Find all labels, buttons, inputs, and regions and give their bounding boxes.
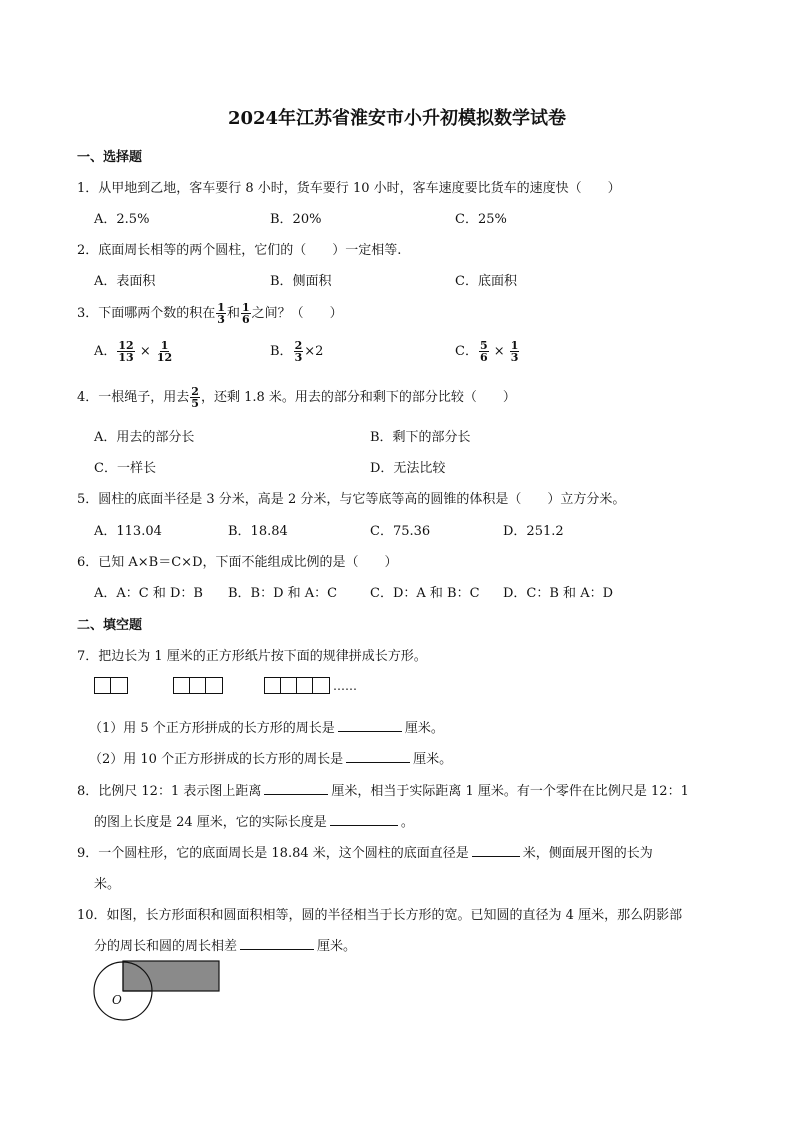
fraction-denominator: 3 bbox=[217, 313, 225, 326]
question-3-mid: 和 bbox=[226, 306, 240, 321]
fraction-one-third bbox=[216, 302, 226, 325]
center-label-o: O bbox=[112, 993, 122, 1007]
question-5-option-d[interactable]: D．251.2 bbox=[503, 524, 564, 539]
fraction-denominator: 3 bbox=[294, 351, 303, 364]
section-choice-heading: 一、选择题 bbox=[77, 150, 143, 165]
question-text: 米，侧面展开图的长为 bbox=[522, 846, 653, 861]
question-5-text: 5．圆柱的底面半径是 3 分米，高是 2 分米，与它等底等高的圆锥的体积是（ ）立方分米。 bbox=[77, 492, 626, 507]
fraction bbox=[156, 340, 173, 363]
answer-blank[interactable] bbox=[264, 793, 328, 795]
square-strip-4 bbox=[264, 677, 330, 697]
fraction-denominator: 6 bbox=[241, 313, 250, 326]
question-6-option-b[interactable]: B．B：D 和 A：C bbox=[228, 586, 338, 601]
question-3-text bbox=[77, 302, 343, 325]
answer-blank[interactable] bbox=[338, 730, 402, 732]
question-3-option-b[interactable] bbox=[270, 340, 323, 363]
question-text: 厘米。 bbox=[317, 939, 357, 954]
question-4-prefix: 4．一根绳子，用去 bbox=[77, 390, 190, 405]
question-3-option-c[interactable] bbox=[455, 340, 520, 363]
sub-question-text: （1）用 5 个正方形拼成的长方形的周长是 bbox=[89, 721, 335, 736]
question-text: 厘米，相当于实际距离 1 厘米。有一个零件在比例尺是 12：1 bbox=[331, 784, 689, 799]
question-7-sub-1 bbox=[89, 717, 444, 736]
question-9-line-1 bbox=[77, 842, 653, 861]
ellipsis-text: …… bbox=[333, 679, 357, 693]
fraction-numerator: 1 bbox=[160, 339, 169, 352]
question-text: 的图上长度是 24 厘米，它的实际长度是 bbox=[94, 815, 327, 830]
fraction-numerator: 1 bbox=[241, 301, 250, 314]
question-2-option-b[interactable]: B．侧面积 bbox=[270, 274, 332, 289]
answer-blank[interactable] bbox=[240, 948, 314, 950]
question-8-line-2 bbox=[94, 811, 414, 830]
fraction-numerator: 12 bbox=[118, 339, 134, 352]
fraction bbox=[294, 340, 304, 363]
fraction bbox=[510, 340, 520, 363]
question-10-line-2 bbox=[94, 935, 356, 954]
fraction-numerator: 1 bbox=[510, 339, 519, 352]
question-7-text: 7．把边长为 1 厘米的正方形纸片按下面的规律拼成长方形。 bbox=[77, 649, 427, 664]
question-4-option-c[interactable]: C．一样长 bbox=[94, 461, 156, 476]
multiply-expression: ×2 bbox=[304, 344, 324, 359]
question-text: 9．一个圆柱形，它的底面周长是 18.84 米，这个圆柱的底面直径是 bbox=[77, 846, 469, 861]
question-text: 。 bbox=[400, 815, 414, 830]
question-text: 分的周长和圆的周长相差 bbox=[94, 939, 238, 954]
multiply-sign: × bbox=[139, 344, 151, 359]
question-2-text: 2．底面周长相等的两个圆柱，它们的（ ）一定相等. bbox=[77, 243, 402, 258]
unit-text: 厘米。 bbox=[404, 721, 444, 736]
sub-question-text: （2）用 10 个正方形拼成的长方形的周长是 bbox=[89, 752, 344, 767]
question-6-option-c[interactable]: C．D：A 和 B：C bbox=[370, 586, 480, 601]
page-title: 2024年江苏省淮安市小升初模拟数学试卷 bbox=[227, 108, 567, 129]
square-strip-2 bbox=[94, 677, 128, 697]
question-5-option-c[interactable]: C．75.36 bbox=[370, 524, 431, 539]
question-6-option-a[interactable]: A．A：C 和 D：B bbox=[94, 586, 203, 601]
option-label: B． bbox=[270, 344, 293, 359]
question-8-line-1 bbox=[77, 780, 689, 799]
option-label: C． bbox=[455, 344, 478, 359]
fraction-numerator: 2 bbox=[191, 385, 199, 398]
fraction-two-fifths bbox=[190, 386, 200, 409]
question-10-line-1: 10．如图，长方形面积和圆面积相等，圆的半径相当于长方形的宽。已知圆的直径为 4 厘米，那么阴影部 bbox=[77, 908, 683, 923]
unit-text: 厘米。 bbox=[413, 752, 453, 767]
question-6-option-d[interactable]: D．C：B 和 A：D bbox=[503, 586, 613, 601]
answer-blank[interactable] bbox=[346, 761, 410, 763]
fraction-numerator: 2 bbox=[294, 339, 303, 352]
fraction-denominator: 6 bbox=[479, 351, 488, 364]
circle-rectangle-figure bbox=[90, 957, 230, 1021]
fraction-denominator: 12 bbox=[156, 351, 173, 364]
question-6-text: 6．已知 A×B＝C×D，下面不能组成比例的是（ ） bbox=[77, 555, 398, 570]
question-4-text bbox=[77, 386, 516, 409]
fraction-numerator: 1 bbox=[217, 301, 225, 314]
fraction bbox=[479, 340, 489, 363]
question-4-option-d[interactable]: D．无法比较 bbox=[370, 461, 446, 476]
question-5-option-b[interactable]: B．18.84 bbox=[228, 524, 288, 539]
question-2-option-a[interactable]: A．表面积 bbox=[94, 274, 156, 289]
question-2-option-c[interactable]: C．底面积 bbox=[455, 274, 517, 289]
fraction-one-sixth bbox=[241, 302, 251, 325]
question-9-line-2: 米。 bbox=[94, 877, 121, 892]
question-1-option-b[interactable]: B．20% bbox=[270, 212, 322, 227]
question-3-prefix: 3．下面哪两个数的积在 bbox=[77, 306, 216, 321]
square-strip-3 bbox=[173, 677, 223, 697]
question-4-option-a[interactable]: A．用去的部分长 bbox=[94, 430, 195, 445]
question-1-option-a[interactable]: A．2.5% bbox=[94, 212, 150, 227]
question-4-suffix: ，还剩 1.8 米。用去的部分和剩下的部分比较（ ） bbox=[200, 390, 516, 405]
question-3-option-a[interactable] bbox=[94, 340, 174, 363]
fraction-numerator: 5 bbox=[479, 339, 488, 352]
section-fill-heading: 二、填空题 bbox=[77, 618, 143, 633]
question-5-option-a[interactable]: A．113.04 bbox=[94, 524, 162, 539]
question-1-text: 1．从甲地到乙地，客车要行 8 小时，货车要行 10 小时，客车速度要比货车的速度快（ ） bbox=[77, 181, 621, 196]
answer-blank[interactable] bbox=[330, 824, 398, 826]
fraction-denominator: 13 bbox=[118, 351, 134, 364]
question-text: 8．比例尺 12：1 表示图上距离 bbox=[77, 784, 262, 799]
option-label: A． bbox=[94, 344, 117, 359]
fraction bbox=[117, 340, 134, 363]
fraction-denominator: 5 bbox=[191, 397, 199, 410]
question-1-option-c[interactable]: C．25% bbox=[455, 212, 507, 227]
question-7-sub-2 bbox=[89, 748, 452, 767]
fraction-denominator: 3 bbox=[510, 351, 519, 364]
multiply-sign: × bbox=[493, 344, 505, 359]
answer-blank[interactable] bbox=[472, 855, 520, 857]
question-4-option-b[interactable]: B．剩下的部分长 bbox=[370, 430, 471, 445]
question-3-suffix: 之间？（ ） bbox=[251, 306, 343, 321]
